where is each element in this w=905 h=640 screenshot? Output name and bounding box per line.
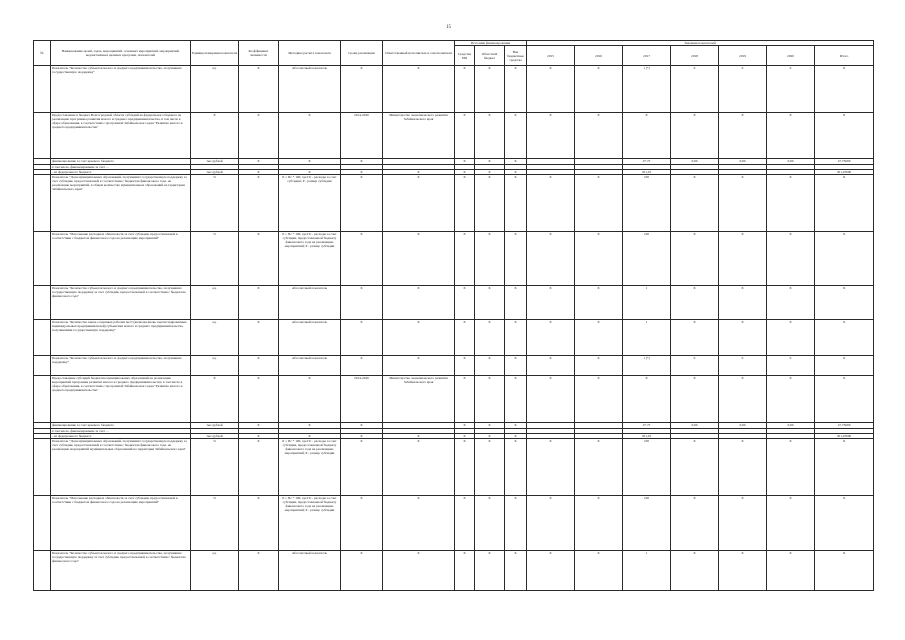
cell-value: 0,00 bbox=[767, 159, 815, 165]
cell-name: в том числе, финансирование за счет ... bbox=[51, 165, 191, 170]
header-method: Методика расчета показателя bbox=[279, 41, 341, 66]
cell-method: Абсолютный показатель bbox=[279, 356, 341, 376]
cell-funding: X bbox=[505, 356, 527, 376]
cell-funding: X bbox=[455, 423, 475, 429]
table-row bbox=[34, 320, 874, 356]
cell-responsible: X bbox=[383, 170, 455, 175]
cell-method: Р = Пс * 100, где Пс - расходы за счет субсидии, предоставленной бюджету финансового года на реализацию мероприятий; Р - размер субсидии bbox=[279, 496, 341, 551]
cell-name: Показатель "Количество субъектов малого и среднего предпринимательства, получивших государственную поддержку за счет субсидии, предоставленной в соответствии с бюджетом финансового года" bbox=[51, 286, 191, 320]
cell-coef: X bbox=[239, 551, 279, 591]
cell-funding: X bbox=[455, 159, 475, 165]
cell-period: X bbox=[341, 66, 383, 113]
cell-funding: X bbox=[475, 175, 505, 232]
table-row bbox=[34, 286, 874, 320]
header-year-col: 2019 bbox=[719, 46, 767, 66]
cell-name: в том числе, финансирование за счет ... bbox=[51, 429, 191, 434]
cell-unit: ед. bbox=[191, 356, 239, 376]
table-row bbox=[34, 439, 874, 496]
cell-unit: ед. bbox=[191, 551, 239, 591]
cell-value: X bbox=[719, 439, 767, 496]
header-funding-col: Средства МО bbox=[455, 46, 475, 66]
cell-value: 0 bbox=[719, 66, 767, 113]
cell-unit: % bbox=[191, 439, 239, 496]
cell-name: Показатель "Количество субъектов малого и среднего предпринимательства, получивших государственную поддержку" bbox=[51, 66, 191, 113]
indicators-table bbox=[33, 40, 874, 591]
cell-value: X bbox=[671, 496, 719, 551]
cell-value: X bbox=[527, 496, 575, 551]
cell-funding: X bbox=[455, 113, 475, 159]
cell-value: X bbox=[575, 551, 623, 591]
cell-name: Предоставление субсидий бюджетам муниципальных образований на реализацию мероприятий программы развития малого и среднего предпринимательства, в том числе в сфере образования, в соответствии с программой Забайкальского края "Развитие малого и среднего предпринимательства" bbox=[51, 376, 191, 423]
cell-funding: X bbox=[475, 496, 505, 551]
header-coef: Коэффициент значимости bbox=[239, 41, 279, 66]
cell-funding: X bbox=[505, 66, 527, 113]
cell-period: X bbox=[341, 320, 383, 356]
header-year-col: 2017 bbox=[623, 46, 671, 66]
cell-funding: X bbox=[455, 439, 475, 496]
cell-name: Показатель "Исполнение расходных обязательств за счет субсидии, предоставленной в соответствии с бюджетом финансового года на реализацию мероприятий" bbox=[51, 496, 191, 551]
cell-funding: X bbox=[475, 170, 505, 175]
cell-value: X bbox=[671, 286, 719, 320]
cell-value: X bbox=[671, 113, 719, 159]
cell-funding: X bbox=[505, 170, 527, 175]
cell-value: X bbox=[575, 113, 623, 159]
cell-responsible: X bbox=[383, 175, 455, 232]
cell-funding: X bbox=[475, 66, 505, 113]
cell-value: X bbox=[527, 66, 575, 113]
cell-period: X bbox=[341, 551, 383, 591]
cell-value: X bbox=[527, 232, 575, 286]
cell-value: 0,00 bbox=[671, 159, 719, 165]
cell-value: X bbox=[767, 232, 815, 286]
cell-responsible: X bbox=[383, 496, 455, 551]
cell-unit: тыс.рублей bbox=[191, 434, 239, 439]
header-year-col: 2015 bbox=[527, 46, 575, 66]
cell-value: X bbox=[767, 496, 815, 551]
cell-value: X bbox=[767, 320, 815, 356]
cell-funding: X bbox=[455, 376, 475, 423]
cell-funding: X bbox=[505, 175, 527, 232]
cell-unit: ед. bbox=[191, 320, 239, 356]
cell-value: 0 bbox=[767, 356, 815, 376]
cell-funding: X bbox=[505, 232, 527, 286]
cell-funding: X bbox=[455, 320, 475, 356]
cell-period: X bbox=[341, 159, 383, 165]
page-number: 15 bbox=[446, 25, 451, 30]
cell-coef: X bbox=[239, 439, 279, 496]
cell-value: 27,75000 bbox=[815, 159, 874, 165]
cell-funding: X bbox=[455, 496, 475, 551]
cell-period: 2014-2020 bbox=[341, 113, 383, 159]
header-responsible: Ответственный исполнитель и соисполнители bbox=[383, 41, 455, 66]
cell-method: Абсолютный показатель bbox=[279, 551, 341, 591]
cell-unit: тыс.рублей bbox=[191, 159, 239, 165]
cell-funding: X bbox=[455, 175, 475, 232]
cell-period: X bbox=[341, 439, 383, 496]
cell-funding: X bbox=[455, 356, 475, 376]
cell-value: 451,25000 bbox=[815, 170, 874, 175]
cell-value: X bbox=[815, 175, 874, 232]
header-values-group: Значения показателей bbox=[527, 41, 874, 46]
header-unit: Единица измерения показателя bbox=[191, 41, 239, 66]
cell-coef: X bbox=[239, 175, 279, 232]
cell-name: Показатель "Исполнение расходных обязательств за счет субсидии, предоставленной в соответствии с бюджетом финансового года на реализацию мероприятий" bbox=[51, 232, 191, 286]
cell-period: X bbox=[341, 286, 383, 320]
cell-value: X bbox=[575, 175, 623, 232]
cell-value: X bbox=[671, 320, 719, 356]
cell-name: - из федерального бюджета bbox=[51, 434, 191, 439]
cell-name: Показатель "Количество субъектов малого и среднего предпринимательства, получивших государственную поддержку за счет субсидии, предоставленной в соответствии с бюджетом финансового года" bbox=[51, 551, 191, 591]
cell-no bbox=[34, 496, 51, 551]
cell-funding: X bbox=[505, 434, 527, 439]
cell-value: X bbox=[767, 175, 815, 232]
cell-coef: X bbox=[239, 376, 279, 423]
cell-funding: X bbox=[455, 66, 475, 113]
cell-funding: X bbox=[505, 159, 527, 165]
cell-value: 0,00 bbox=[719, 159, 767, 165]
cell-funding: X bbox=[505, 286, 527, 320]
cell-funding: X bbox=[475, 439, 505, 496]
cell-coef: X bbox=[239, 356, 279, 376]
cell-no bbox=[34, 439, 51, 496]
header-funding-col: Вне бюджетные средства bbox=[505, 46, 527, 66]
cell-coef: X bbox=[239, 286, 279, 320]
header-funding-col: Областной бюджет bbox=[475, 46, 505, 66]
cell-value: X bbox=[719, 113, 767, 159]
cell-value: 0 bbox=[719, 356, 767, 376]
cell-value: X bbox=[527, 320, 575, 356]
cell-value: X bbox=[815, 376, 874, 423]
cell-value: 1 bbox=[623, 320, 671, 356]
cell-method: Р = Пс * 100, где Пс - расходы за счет субсидии, предоставленной бюджету финансового года на реализацию мероприятий; Р - размер субсидии bbox=[279, 439, 341, 496]
cell-period: X bbox=[341, 175, 383, 232]
cell-value: X bbox=[527, 286, 575, 320]
header-period: Сроки реализации bbox=[341, 41, 383, 66]
cell-value: X bbox=[719, 286, 767, 320]
table-row bbox=[34, 113, 874, 159]
cell-unit: тыс.рублей bbox=[191, 170, 239, 175]
cell-value: X bbox=[671, 551, 719, 591]
cell-method: Абсолютный показатель bbox=[279, 286, 341, 320]
cell-unit: ед. bbox=[191, 66, 239, 113]
cell-value: 451,25 bbox=[623, 170, 671, 175]
cell-coef: X bbox=[239, 423, 279, 429]
cell-value: 100 bbox=[623, 439, 671, 496]
cell-value: X bbox=[719, 175, 767, 232]
cell-value: X bbox=[767, 113, 815, 159]
cell-value: X bbox=[815, 496, 874, 551]
cell-funding: X bbox=[475, 423, 505, 429]
header-year-col: Итого bbox=[815, 46, 874, 66]
cell-no bbox=[34, 232, 51, 286]
cell-value: X bbox=[575, 356, 623, 376]
cell-unit: X bbox=[191, 113, 239, 159]
cell-name: Показатель "Доля муниципальных образований, получивших государственную поддержку за счет субсидии, предоставленной в соответствии с бюджетом финансового года, на реализацию мероприятий муниципальных образований на территории Забайкальского края" bbox=[51, 439, 191, 496]
cell-funding: X bbox=[475, 320, 505, 356]
cell-period: X bbox=[341, 356, 383, 376]
cell-period: X bbox=[341, 170, 383, 175]
table-row bbox=[34, 175, 874, 232]
cell-name: Показатель "Количество вновь созданных рабочих мест (включая вновь зарегистрированных индивидуальных предпринимателей) субъектами малого и среднего предпринимательства, получившими государственную поддержку" bbox=[51, 320, 191, 356]
cell-funding: X bbox=[505, 113, 527, 159]
table-row bbox=[34, 496, 874, 551]
cell-method: X bbox=[279, 113, 341, 159]
cell-funding: X bbox=[455, 170, 475, 175]
cell-value: 0,00 bbox=[719, 423, 767, 429]
cell-funding: X bbox=[455, 434, 475, 439]
cell-value: X bbox=[767, 286, 815, 320]
cell-responsible: X bbox=[383, 66, 455, 113]
cell-funding: X bbox=[455, 551, 475, 591]
cell-method: X bbox=[279, 170, 341, 175]
cell-value: X bbox=[815, 113, 874, 159]
cell-responsible: Министерство экономического развития Забайкальского края bbox=[383, 376, 455, 423]
cell-funding: X bbox=[475, 232, 505, 286]
cell-name: - из федерального бюджета bbox=[51, 170, 191, 175]
cell-name: финансирование за счет краевого бюджета bbox=[51, 423, 191, 429]
cell-value: 0,00 bbox=[767, 423, 815, 429]
header-year-col: 2018 bbox=[671, 46, 719, 66]
cell-value: X bbox=[527, 376, 575, 423]
cell-value: X bbox=[527, 175, 575, 232]
cell-value: 100 bbox=[623, 175, 671, 232]
cell-value: X bbox=[767, 376, 815, 423]
cell-value: X bbox=[575, 376, 623, 423]
cell-value: X bbox=[815, 320, 874, 356]
cell-value: 1 (*) bbox=[623, 356, 671, 376]
table-row bbox=[34, 66, 874, 113]
table-body bbox=[34, 66, 874, 591]
cell-responsible: X bbox=[383, 356, 455, 376]
cell-value: X bbox=[575, 66, 623, 113]
cell-value: 1 bbox=[623, 286, 671, 320]
cell-name: Предоставление в бюджет Волгоградской области субсидий из федерального бюджета на реализацию программы развития малого и среднего предпринимательства, в том числе в сфере образования, в соответствии с программой Забайкальского края "Развитие малого и среднего предпринимательства" bbox=[51, 113, 191, 159]
cell-value: X bbox=[719, 496, 767, 551]
cell-coef: X bbox=[239, 496, 279, 551]
cell-value: 0 bbox=[767, 66, 815, 113]
cell-no bbox=[34, 551, 51, 591]
cell-value: X bbox=[719, 551, 767, 591]
cell-unit: тыс.рублей bbox=[191, 423, 239, 429]
cell-funding: X bbox=[505, 551, 527, 591]
cell-period: X bbox=[341, 232, 383, 286]
cell-value: X bbox=[623, 113, 671, 159]
cell-value: 0,00 bbox=[671, 423, 719, 429]
cell-value: 27,75 bbox=[623, 159, 671, 165]
cell-no bbox=[34, 113, 51, 159]
cell-period: 2014-2020 bbox=[341, 376, 383, 423]
header-funding-group: Источник финансирования bbox=[455, 41, 527, 46]
cell-responsible: X bbox=[383, 439, 455, 496]
cell-value: 27,75000 bbox=[815, 423, 874, 429]
cell-funding: X bbox=[475, 434, 505, 439]
cell-value: X bbox=[575, 320, 623, 356]
cell-unit: % bbox=[191, 232, 239, 286]
cell-responsible: Министерство экономического развития Забайкальского края bbox=[383, 113, 455, 159]
cell-coef: X bbox=[239, 170, 279, 175]
cell-method: Абсолютный показатель bbox=[279, 66, 341, 113]
cell-value: X bbox=[719, 376, 767, 423]
cell-value: X bbox=[671, 439, 719, 496]
cell-value: 451,25 bbox=[623, 434, 671, 439]
header-no: № bbox=[34, 41, 51, 66]
cell-value: X bbox=[815, 551, 874, 591]
cell-method: X bbox=[279, 434, 341, 439]
cell-value: X bbox=[815, 66, 874, 113]
cell-funding: X bbox=[475, 286, 505, 320]
cell-value: 100 bbox=[623, 232, 671, 286]
cell-responsible: X bbox=[383, 320, 455, 356]
cell-value: 451,25000 bbox=[815, 434, 874, 439]
cell-value: X bbox=[815, 439, 874, 496]
cell-value: X bbox=[671, 232, 719, 286]
cell-unit: % bbox=[191, 175, 239, 232]
cell-funding: X bbox=[475, 551, 505, 591]
cell-funding: X bbox=[475, 376, 505, 423]
cell-no bbox=[34, 66, 51, 113]
cell-period: X bbox=[341, 496, 383, 551]
cell-unit: % bbox=[191, 496, 239, 551]
table-row bbox=[34, 551, 874, 591]
cell-value: 0 bbox=[671, 66, 719, 113]
cell-responsible: X bbox=[383, 434, 455, 439]
cell-funding: X bbox=[455, 232, 475, 286]
cell-value: X bbox=[623, 376, 671, 423]
cell-method: X bbox=[279, 423, 341, 429]
cell-value: X bbox=[767, 439, 815, 496]
cell-name: финансирование за счет краевого бюджета bbox=[51, 159, 191, 165]
cell-no bbox=[34, 286, 51, 320]
cell-value: X bbox=[527, 439, 575, 496]
cell-coef: X bbox=[239, 66, 279, 113]
cell-name: Показатель "Количество субъектов малого и среднего предпринимательства, получивших поддержку" bbox=[51, 356, 191, 376]
cell-no bbox=[34, 320, 51, 356]
cell-value: 100 bbox=[623, 496, 671, 551]
cell-unit: X bbox=[191, 376, 239, 423]
cell-name: Показатель "Доля муниципальных образований, получивших государственную поддержку за счет субсидии, предоставленной в соответствии с бюджетом финансового года, на реализацию мероприятий, в общем количестве муниципальных образований на территории Забайкальского края" bbox=[51, 175, 191, 232]
cell-funding: X bbox=[505, 376, 527, 423]
cell-value: X bbox=[527, 551, 575, 591]
cell-value: X bbox=[671, 175, 719, 232]
cell-value: 27,75 bbox=[623, 423, 671, 429]
cell-value: X bbox=[767, 551, 815, 591]
header-year-col: 2016 bbox=[575, 46, 623, 66]
table-row bbox=[34, 232, 874, 286]
cell-value: X bbox=[719, 232, 767, 286]
cell-coef: X bbox=[239, 113, 279, 159]
cell-value: X bbox=[575, 286, 623, 320]
cell-funding: X bbox=[475, 159, 505, 165]
cell-value: X bbox=[575, 496, 623, 551]
cell-value: X bbox=[527, 356, 575, 376]
header-year-col: 2020 bbox=[767, 46, 815, 66]
cell-method: Р = Пс * 100, где Пс - расходы за счет субсидии, предоставленной бюджету финансового года на реализацию мероприятий; Р - размер субсидии bbox=[279, 232, 341, 286]
cell-unit: ед. bbox=[191, 286, 239, 320]
cell-method: Абсолютный показатель bbox=[279, 320, 341, 356]
cell-value: X bbox=[815, 286, 874, 320]
cell-value: X bbox=[815, 232, 874, 286]
cell-coef: X bbox=[239, 320, 279, 356]
cell-no bbox=[34, 376, 51, 423]
cell-value: X bbox=[815, 356, 874, 376]
cell-funding: X bbox=[475, 356, 505, 376]
cell-responsible: X bbox=[383, 232, 455, 286]
cell-value: X bbox=[575, 232, 623, 286]
cell-responsible: X bbox=[383, 551, 455, 591]
cell-value: 0 bbox=[671, 356, 719, 376]
cell-method: X bbox=[279, 159, 341, 165]
cell-funding: X bbox=[455, 286, 475, 320]
header-name: Наименование целей, задач, мероприятий, основных мероприятий, мероприятий, ведомственных целевых программ, показателей bbox=[51, 41, 191, 66]
cell-method: X bbox=[279, 376, 341, 423]
cell-coef: X bbox=[239, 434, 279, 439]
cell-no bbox=[34, 175, 51, 232]
cell-value: X bbox=[527, 113, 575, 159]
cell-value: X bbox=[671, 376, 719, 423]
cell-value: 1 bbox=[623, 551, 671, 591]
cell-funding: X bbox=[505, 496, 527, 551]
cell-coef: X bbox=[239, 159, 279, 165]
cell-value: X bbox=[575, 439, 623, 496]
cell-period: X bbox=[341, 434, 383, 439]
cell-funding: X bbox=[505, 423, 527, 429]
table-row bbox=[34, 356, 874, 376]
table-row bbox=[34, 376, 874, 423]
cell-method: Р = Пс * 100, где Пс - расходы за счет субсидии; Р - размер субсидии bbox=[279, 175, 341, 232]
cell-funding: X bbox=[505, 320, 527, 356]
cell-period: X bbox=[341, 423, 383, 429]
cell-funding: X bbox=[475, 113, 505, 159]
cell-no bbox=[34, 356, 51, 376]
cell-funding: X bbox=[505, 439, 527, 496]
cell-responsible: X bbox=[383, 286, 455, 320]
cell-value: X bbox=[719, 320, 767, 356]
cell-value: 1 (*) bbox=[623, 66, 671, 113]
cell-coef: X bbox=[239, 232, 279, 286]
